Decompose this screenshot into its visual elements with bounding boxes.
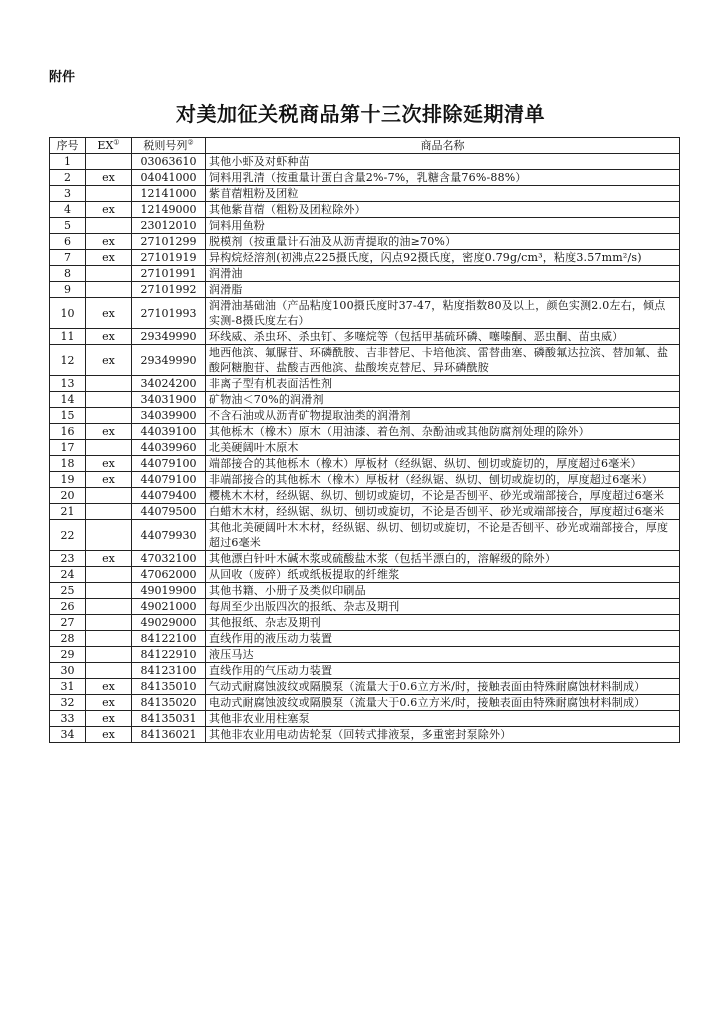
row-tariff-code: 27101919: [132, 250, 206, 266]
row-seq: 13: [50, 376, 86, 392]
row-tariff-code: 27101299: [132, 234, 206, 250]
row-tariff-code: 84136021: [132, 727, 206, 743]
row-seq: 27: [50, 615, 86, 631]
row-seq: 4: [50, 202, 86, 218]
table-row: [50, 583, 680, 599]
row-product-name: 环线威、杀虫环、杀虫钉、多噻烷等（包括甲基硫环磷、噻嗪酮、恶虫酮、苗虫威）: [206, 329, 680, 345]
row-seq: 12: [50, 345, 86, 376]
table-row: [50, 282, 680, 298]
row-tariff-code: 84122910: [132, 647, 206, 663]
table-row: [50, 408, 680, 424]
row-product-name: 气动式耐腐蚀波纹或隔膜泵（流量大于0.6立方米/时，接触表面由特殊耐腐蚀材料制成）: [206, 679, 680, 695]
row-seq: 17: [50, 440, 86, 456]
header-product-name: 商品名称: [206, 138, 680, 154]
header-seq: 序号: [50, 138, 86, 154]
row-ex: [86, 647, 132, 663]
row-tariff-code: 47062000: [132, 567, 206, 583]
table-row: [50, 250, 680, 266]
table-body: [50, 154, 680, 743]
row-product-name: 矿物油＜70%的润滑剂: [206, 392, 680, 408]
table-row: [50, 456, 680, 472]
row-ex: [86, 583, 132, 599]
row-ex: ex: [86, 711, 132, 727]
row-ex: [86, 218, 132, 234]
row-ex: [86, 408, 132, 424]
row-seq: 16: [50, 424, 86, 440]
row-tariff-code: 34039900: [132, 408, 206, 424]
row-tariff-code: 29349990: [132, 329, 206, 345]
row-seq: 25: [50, 583, 86, 599]
row-product-name: 直线作用的液压动力装置: [206, 631, 680, 647]
row-ex: ex: [86, 679, 132, 695]
row-product-name: 直线作用的气压动力装置: [206, 663, 680, 679]
row-ex: [86, 567, 132, 583]
row-tariff-code: 03063610: [132, 154, 206, 170]
table-row: [50, 202, 680, 218]
row-ex: [86, 615, 132, 631]
row-tariff-code: 27101992: [132, 282, 206, 298]
row-ex: [86, 186, 132, 202]
header-ex: [86, 138, 132, 154]
row-seq: 34: [50, 727, 86, 743]
row-product-name: 饲料用乳清（按重量计蛋白含量2%-7%，乳糖含量76%-88%）: [206, 170, 680, 186]
row-ex: ex: [86, 329, 132, 345]
row-tariff-code: 34031900: [132, 392, 206, 408]
header-tariff-code-label: 税则号列: [143, 139, 188, 152]
row-product-name: 脱模剂（按重量计石油及从沥青提取的油≥70%）: [206, 234, 680, 250]
row-tariff-code: 44039100: [132, 424, 206, 440]
row-product-name: 樱桃木木材，经纵锯、纵切、刨切或旋切，不论是否刨平、砂光或端部接合，厚度超过6毫米: [206, 488, 680, 504]
row-product-name: 其他小虾及对虾种苗: [206, 154, 680, 170]
header-row: [50, 138, 680, 154]
row-seq: 6: [50, 234, 86, 250]
table-header: [50, 138, 680, 154]
table-row: [50, 392, 680, 408]
table-row: [50, 567, 680, 583]
row-tariff-code: 84135031: [132, 711, 206, 727]
table-row: [50, 679, 680, 695]
row-seq: 23: [50, 551, 86, 567]
table-row: [50, 615, 680, 631]
row-tariff-code: 23012010: [132, 218, 206, 234]
row-tariff-code: 44079400: [132, 488, 206, 504]
row-product-name: 非端部接合的其他栎木（橡木）厚板材（经纵锯、纵切、刨切或旋切的，厚度超过6毫米）: [206, 472, 680, 488]
exclusion-list-table: [49, 137, 680, 743]
row-ex: ex: [86, 298, 132, 329]
row-tariff-code: 47032100: [132, 551, 206, 567]
table-row: [50, 329, 680, 345]
row-seq: 32: [50, 695, 86, 711]
row-product-name: 白蜡木木材，经纵锯、纵切、刨切或旋切，不论是否刨平、砂光或端部接合，厚度超过6毫米: [206, 504, 680, 520]
row-ex: ex: [86, 345, 132, 376]
row-product-name: 每周至少出版四次的报纸、杂志及期刊: [206, 599, 680, 615]
row-tariff-code: 44079100: [132, 472, 206, 488]
table-row: [50, 298, 680, 329]
table-row: [50, 727, 680, 743]
row-seq: 24: [50, 567, 86, 583]
footnote-marker-1: ①: [113, 138, 120, 147]
table-row: [50, 170, 680, 186]
row-product-name: 其他栎木（橡木）原木（用油漆、着色剂、杂酚油或其他防腐剂处理的除外）: [206, 424, 680, 440]
row-seq: 11: [50, 329, 86, 345]
table-row: [50, 711, 680, 727]
row-product-name: 润滑脂: [206, 282, 680, 298]
row-tariff-code: 84122100: [132, 631, 206, 647]
row-seq: 21: [50, 504, 86, 520]
row-seq: 15: [50, 408, 86, 424]
row-seq: 28: [50, 631, 86, 647]
row-ex: [86, 488, 132, 504]
table-row: [50, 424, 680, 440]
row-product-name: 其他书籍、小册子及类似印刷品: [206, 583, 680, 599]
row-ex: [86, 520, 132, 551]
row-seq: 2: [50, 170, 86, 186]
row-seq: 1: [50, 154, 86, 170]
row-product-name: 北美硬阔叶木原木: [206, 440, 680, 456]
table-row: [50, 345, 680, 376]
row-product-name: 非离子型有机表面活性剂: [206, 376, 680, 392]
row-tariff-code: 44079100: [132, 456, 206, 472]
row-product-name: 其他漂白针叶木碱木浆或硫酸盐木浆（包括半漂白的，溶解级的除外）: [206, 551, 680, 567]
table-row: [50, 504, 680, 520]
row-ex: ex: [86, 250, 132, 266]
row-seq: 30: [50, 663, 86, 679]
table-row: [50, 631, 680, 647]
row-seq: 33: [50, 711, 86, 727]
row-product-name: 其他非农业用柱塞泵: [206, 711, 680, 727]
row-product-name: 紫苜蓿粗粉及团粒: [206, 186, 680, 202]
row-product-name: 润滑油基础油（产品粘度100摄氏度时37-47，粘度指数80及以上，颜色实测2.0左右，倾点实测-8摄氏度左右）: [206, 298, 680, 329]
row-ex: ex: [86, 472, 132, 488]
table-row: [50, 695, 680, 711]
header-tariff-code: [132, 138, 206, 154]
footnote-marker-2: ②: [187, 138, 194, 147]
row-product-name: 其他非农业用电动齿轮泵（回转式排液泵，多重密封泵除外）: [206, 727, 680, 743]
row-ex: [86, 266, 132, 282]
row-ex: ex: [86, 202, 132, 218]
row-ex: ex: [86, 695, 132, 711]
row-tariff-code: 44079930: [132, 520, 206, 551]
row-ex: ex: [86, 424, 132, 440]
row-tariff-code: 12141000: [132, 186, 206, 202]
table-row: [50, 186, 680, 202]
row-tariff-code: 49029000: [132, 615, 206, 631]
row-seq: 26: [50, 599, 86, 615]
row-product-name: 其他北美硬阔叶木木材，经纵锯、纵切、刨切或旋切，不论是否刨平、砂光或端部接合，厚度超过6毫米: [206, 520, 680, 551]
row-seq: 7: [50, 250, 86, 266]
table-row: [50, 266, 680, 282]
row-tariff-code: 04041000: [132, 170, 206, 186]
row-ex: [86, 282, 132, 298]
row-product-name: 从回收（废碎）纸或纸板提取的纤维浆: [206, 567, 680, 583]
row-seq: 10: [50, 298, 86, 329]
row-seq: 8: [50, 266, 86, 282]
row-ex: ex: [86, 727, 132, 743]
row-product-name: 液压马达: [206, 647, 680, 663]
row-seq: 22: [50, 520, 86, 551]
header-ex-label: EX: [97, 139, 114, 152]
row-product-name: 其他紫苜蓿（粗粉及团粒除外）: [206, 202, 680, 218]
table-row: [50, 440, 680, 456]
row-seq: 20: [50, 488, 86, 504]
row-tariff-code: 44039960: [132, 440, 206, 456]
table-row: [50, 234, 680, 250]
row-tariff-code: 49021000: [132, 599, 206, 615]
row-tariff-code: 84135020: [132, 695, 206, 711]
row-product-name: 饲料用鱼粉: [206, 218, 680, 234]
table-row: [50, 376, 680, 392]
row-product-name: 地西他滨、氟脲苷、环磷酰胺、吉非替尼、卡培他滨、雷替曲塞、磷酸氟达拉滨、替加氟、盐酸阿糖胞苷、盐酸吉西他滨、盐酸埃克替尼、异环磷酰胺: [206, 345, 680, 376]
row-product-name: 端部接合的其他栎木（橡木）厚板材（经纵锯、纵切、刨切或旋切的，厚度超过6毫米）: [206, 456, 680, 472]
row-seq: 3: [50, 186, 86, 202]
row-product-name: 其他报纸、杂志及期刊: [206, 615, 680, 631]
row-ex: [86, 154, 132, 170]
row-ex: ex: [86, 456, 132, 472]
row-ex: [86, 631, 132, 647]
row-ex: [86, 440, 132, 456]
row-seq: 9: [50, 282, 86, 298]
row-product-name: 不含石油或从沥青矿物提取油类的润滑剂: [206, 408, 680, 424]
table-row: [50, 551, 680, 567]
table-row: [50, 520, 680, 551]
document-title: 对美加征关税商品第十三次排除延期清单: [176, 102, 545, 126]
row-tariff-code: 12149000: [132, 202, 206, 218]
row-ex: [86, 376, 132, 392]
row-ex: [86, 599, 132, 615]
row-seq: 18: [50, 456, 86, 472]
row-seq: 29: [50, 647, 86, 663]
table-row: [50, 663, 680, 679]
row-ex: [86, 663, 132, 679]
table-row: [50, 218, 680, 234]
row-tariff-code: 29349990: [132, 345, 206, 376]
table-row: [50, 647, 680, 663]
table-row: [50, 472, 680, 488]
row-seq: 14: [50, 392, 86, 408]
row-tariff-code: 49019900: [132, 583, 206, 599]
row-product-name: 润滑油: [206, 266, 680, 282]
row-tariff-code: 27101993: [132, 298, 206, 329]
row-seq: 31: [50, 679, 86, 695]
row-ex: [86, 392, 132, 408]
row-ex: ex: [86, 170, 132, 186]
table-row: [50, 599, 680, 615]
row-ex: ex: [86, 551, 132, 567]
row-product-name: 异构烷烃溶剂(初沸点225摄氏度，闪点92摄氏度，密度0.79g/cm³，粘度3.57mm²/s): [206, 250, 680, 266]
row-seq: 5: [50, 218, 86, 234]
row-tariff-code: 44079500: [132, 504, 206, 520]
row-ex: [86, 504, 132, 520]
row-tariff-code: 84123100: [132, 663, 206, 679]
row-ex: ex: [86, 234, 132, 250]
table-row: [50, 488, 680, 504]
row-tariff-code: 84135010: [132, 679, 206, 695]
table-row: [50, 154, 680, 170]
row-tariff-code: 34024200: [132, 376, 206, 392]
row-tariff-code: 27101991: [132, 266, 206, 282]
row-seq: 19: [50, 472, 86, 488]
attachment-label: 附件: [49, 70, 76, 85]
row-product-name: 电动式耐腐蚀波纹或隔膜泵（流量大于0.6立方米/时，接触表面由特殊耐腐蚀材料制成）: [206, 695, 680, 711]
